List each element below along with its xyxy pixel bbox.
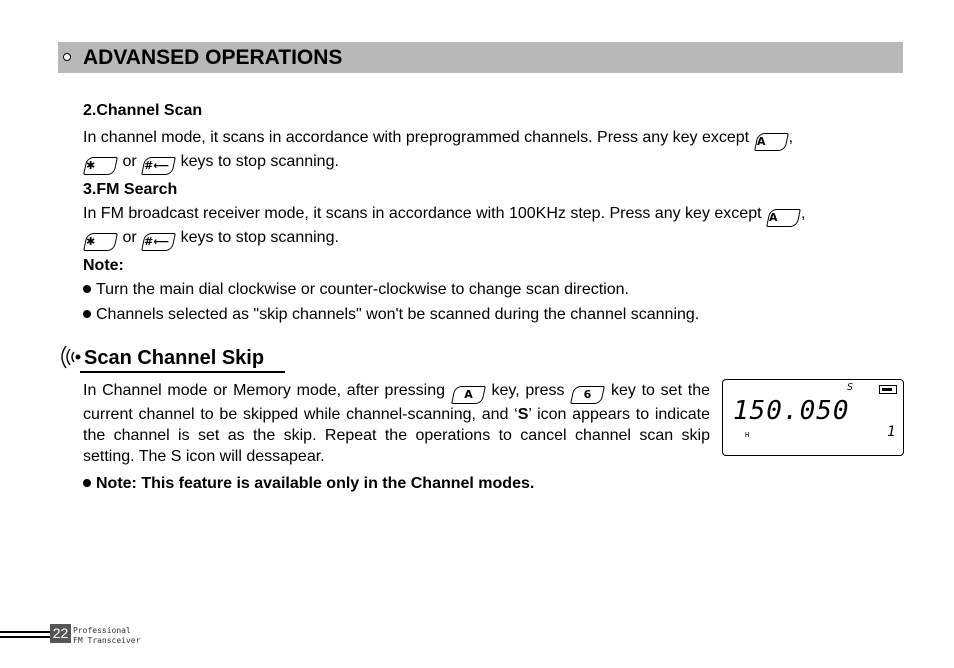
note-heading: Note: [83,257,124,274]
six-key-icon: 6 [570,386,605,404]
star-key-icon: ✱ [83,157,118,175]
lcd-h-indicator: H [745,431,750,439]
channel-scan-text: In channel mode, it scans in accordance with preprogrammed channels. Press any key except A , ✱ or #⟵ keys to stop scanning. [83,127,903,175]
scan-skip-title: Scan Channel Skip [84,347,265,369]
scan-skip-note: Note: This feature is available only in the Channel modes. [83,474,534,494]
channel-scan-heading: 2.Channel Scan [83,102,203,119]
skip-s-icon: S [847,382,854,393]
fm-search-line1: In FM broadcast receiver mode, it scans in accordance with 100KHz step. Press any key except [83,205,762,222]
section-header [58,42,903,73]
radio-wave-icon [56,342,82,372]
fm-search-text: In FM broadcast receiver mode, it scans in accordance with 100KHz step. Press any key except A , ✱ or #⟵ keys to stop scanning. [83,203,903,251]
footer-rule-top [0,631,50,633]
section-title: ADVANSED OPERATIONS [83,46,343,69]
footer-line-1: Professional [73,626,131,635]
fm-search-heading: 3.FM Search [83,181,178,198]
a-key-icon: A [754,133,789,151]
title-underline [80,371,285,373]
scan-skip-text: In Channel mode or Memory mode, after pressing A key, press 6 key to set the current channel to be skipped while channel-scanning, and ‘S’ icon appears to indicate the channel is set as the skip. Repeat the operations to cancel channel scan skip setting. The S icon will dessapear. [83,382,710,465]
note-bullet-1: Turn the main dial clockwise or counter-clockwise to change scan direction. [83,280,629,300]
page-number: 22 [50,624,71,643]
fm-search-line2: keys to stop scanning. [180,229,339,246]
footer-line-2: FM Transceiver [73,636,141,645]
channel-scan-line1: In channel mode, it scans in accordance with preprogrammed channels. Press any key except [83,129,750,146]
a-key-icon: A [766,209,801,227]
lcd-display [722,379,904,456]
star-key-icon: ✱ [83,233,118,251]
lcd-channel-number: 1 [887,424,896,440]
bullet-dot-icon [83,479,91,487]
channel-scan-line2: keys to stop scanning. [180,153,339,170]
a-key-icon: A [451,386,486,404]
bullet-dot-icon [83,310,91,318]
lcd-frequency: 150.050 [733,396,850,426]
hash-key-icon: #⟵ [141,233,176,251]
footer-rule-bottom [0,636,50,638]
bullet-circle-icon [63,53,71,61]
bullet-dot-icon [83,285,91,293]
note-bullet-2: Channels selected as "skip channels" won't be scanned during the channel scanning. [83,305,699,325]
hash-key-icon: #⟵ [141,157,176,175]
battery-icon [879,385,897,394]
